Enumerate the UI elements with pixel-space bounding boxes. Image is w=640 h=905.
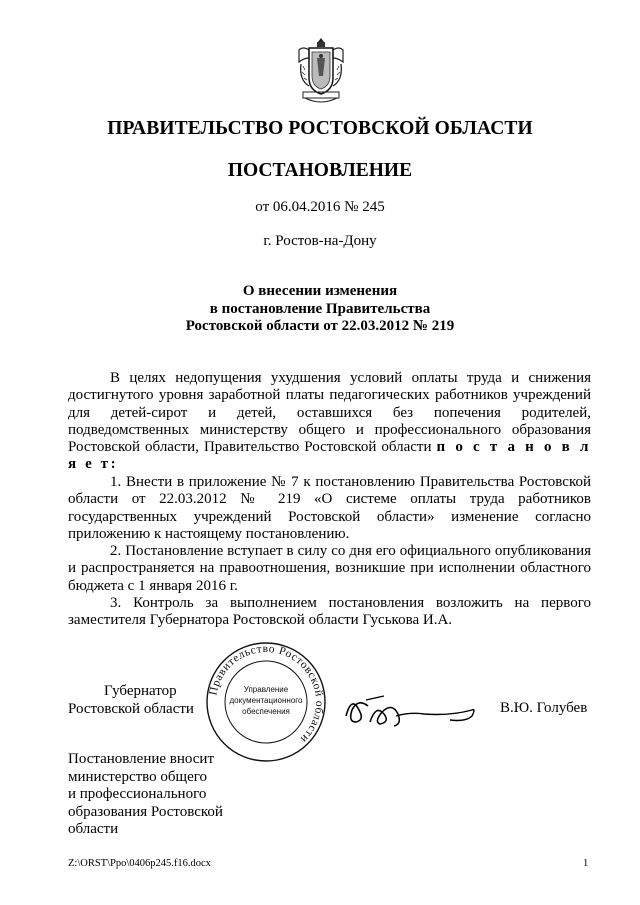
- item-3-paragraph: [68, 595, 591, 630]
- coat-of-arms-icon: [295, 36, 347, 108]
- title-line-2: в постановление Правительства: [209, 300, 431, 317]
- signatory-name: В.Ю. Голубев: [500, 700, 588, 716]
- document-city: г. Ростов-на-Дону: [263, 233, 377, 249]
- submitted-line-4: образования Ростовской: [68, 803, 223, 820]
- title-line-1: О внесении изменения: [242, 283, 398, 299]
- document-type: ПОСТАНОВЛЕНИЕ: [227, 160, 413, 181]
- position-line-2: Ростовской области: [68, 700, 194, 717]
- item-1-text: 1. Внести в приложение № 7 к постановлению Правительства Ростовской области от 22.03.2012 № 219 «О системе оплаты труда работников государственных учреждений Ростовской области» изменение согласно приложению к настоящему постановлению.: [68, 474, 591, 542]
- organization-name: ПРАВИТЕЛЬСТВО РОСТОВСКОЙ ОБЛАСТИ: [107, 118, 533, 139]
- submitted-line-3: и профессионального: [68, 786, 207, 802]
- stamp-outer-text: Правительство Ростовской области: [207, 642, 326, 746]
- submitted-line-1: Постановление вносит: [68, 751, 215, 767]
- stamp-inner-line-1: Управление: [243, 685, 289, 694]
- position-line-1: Губернатор: [104, 683, 177, 699]
- item-1-paragraph: [68, 474, 591, 543]
- document-date-number: от 06.04.2016 № 245: [255, 199, 385, 215]
- stamp-inner-line-2: документационного: [229, 696, 303, 705]
- official-stamp: [204, 640, 328, 764]
- stamp-inner-line-3: обеспечения: [242, 707, 290, 716]
- title-line-3: Ростовской области от 22.03.2012 № 219: [185, 318, 455, 334]
- submitted-by-note: [68, 751, 228, 839]
- handwritten-signature: [340, 686, 480, 732]
- signatory-position: [68, 683, 208, 718]
- submitted-line-2: министерство общего: [68, 768, 208, 785]
- page-number: 1: [583, 858, 589, 869]
- file-path: Z:\ORST\Ppo\0406p245.f16.docx: [68, 858, 211, 869]
- svg-text:Правительство Ростовской облас: [207, 643, 325, 745]
- submitted-line-5: области: [68, 821, 119, 837]
- intro-paragraph: [68, 370, 591, 474]
- decree-word: п о с т а н о в л я е т:: [68, 439, 591, 473]
- item-2-text: 2. Постановление вступает в силу со дня его официального опубликования и распространяется на правоотношения, возникшие при исполнении областного бюджета с 1 января 2016 г.: [68, 543, 591, 594]
- document-title: [0, 283, 640, 336]
- item-3-text: 3. Контроль за выполнением постановления возложить на первого заместителя Губернатора Ростовской области Гуськова И.А.: [68, 595, 591, 629]
- intro-text: В целях недопущения ухудшения условий оплаты труда и снижения достигнутого уровня заработной платы педагогических работников учреждений для детей-сирот и детей, оставшихся без попечения родителей, подведомственных министерству общего и профессионального образования Ростовской области, Правительство Ростовской области: [68, 370, 591, 456]
- item-2-paragraph: [68, 543, 591, 595]
